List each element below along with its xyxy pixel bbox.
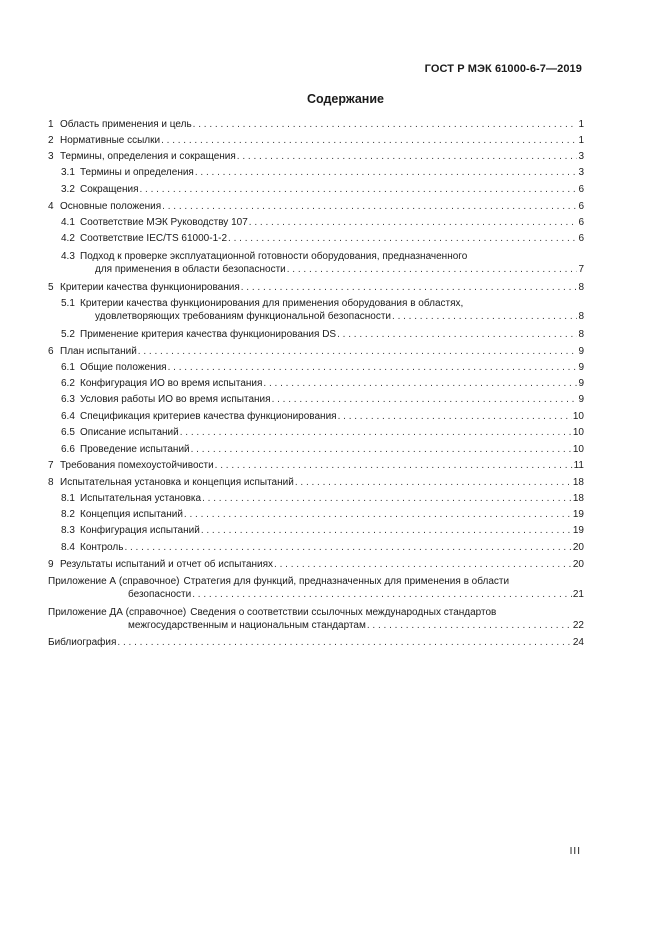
toc-leader-dots: [241, 281, 578, 294]
toc-page-number: 24: [572, 637, 584, 648]
toc-page-number: 1: [578, 119, 584, 130]
toc-entry-number: 4: [48, 201, 54, 212]
toc-page-number: 10: [572, 411, 584, 422]
toc-entry-title: Критерии качества функционирования: [60, 282, 240, 293]
toc-entry-number: 5.1: [61, 298, 75, 309]
toc-entry-title: Термины, определения и сокращения: [60, 151, 236, 162]
toc-entry[interactable]: [48, 476, 584, 489]
toc-entry[interactable]: [61, 492, 584, 505]
toc-entry[interactable]: [61, 297, 584, 323]
toc-entry-title: Результаты испытаний и отчет об испытаниях: [60, 559, 274, 570]
toc-leader-dots: [295, 476, 572, 489]
toc-entry[interactable]: [48, 575, 584, 601]
toc-leader-dots: [124, 541, 571, 554]
toc-entry-title: Проведение испытаний: [80, 444, 190, 455]
toc-page-number: 3: [578, 167, 584, 178]
toc-entry[interactable]: [61, 410, 584, 423]
toc-page-number: 7: [578, 264, 584, 275]
toc-entry[interactable]: [48, 118, 584, 131]
toc-entry[interactable]: [48, 150, 584, 163]
toc-entry-title: Конфигурация ИО во время испытания: [80, 378, 263, 389]
toc-page-number: 10: [572, 427, 584, 438]
toc-entry[interactable]: [48, 459, 584, 472]
toc-entry[interactable]: [61, 443, 584, 456]
toc-entry-number: 3: [48, 151, 54, 162]
toc-page-number: 10: [572, 444, 584, 455]
toc-entry-number: 8.2: [61, 509, 75, 520]
toc-entry-title: безопасности: [128, 589, 192, 600]
toc-leader-dots: [184, 508, 572, 521]
toc-entry[interactable]: [61, 232, 584, 245]
toc-page-number: 6: [578, 184, 584, 195]
toc-entry-title: Стратегия для функций, предназначенных для применения в области: [183, 576, 510, 587]
toc-entry-title: Спецификация критериев качества функционирования: [80, 411, 337, 422]
toc-leader-dots: [202, 492, 572, 505]
toc-leader-dots: [180, 426, 572, 439]
toc-entry-title: Испытательная установка: [80, 493, 202, 504]
toc-entry-number: 6.4: [61, 411, 75, 422]
toc-leader-dots: [139, 183, 577, 196]
toc-entry-title: Критерии качества функционирования для применения оборудования в областях,: [80, 298, 464, 309]
toc-page-number: 19: [572, 509, 584, 520]
toc-leader-dots: [161, 134, 577, 147]
toc-leader-dots: [287, 263, 578, 276]
toc-leader-dots: [274, 558, 572, 571]
toc-leader-dots: [138, 345, 578, 358]
toc-leader-dots: [338, 410, 572, 423]
toc-entry-number: 6.6: [61, 444, 75, 455]
toc-entry-title: Основные положения: [60, 201, 162, 212]
toc-entry-number: 6.3: [61, 394, 75, 405]
toc-page-number: 18: [572, 493, 584, 504]
toc-entry-number: 5.2: [61, 329, 75, 340]
toc-leader-dots: [192, 588, 572, 601]
toc-entry-title: План испытаний: [60, 346, 137, 357]
toc-leader-dots: [201, 524, 572, 537]
toc-entry-number: 6: [48, 346, 54, 357]
toc-page-number: 8: [578, 329, 584, 340]
toc-entry[interactable]: [48, 281, 584, 294]
toc-page-number: 9: [578, 362, 584, 373]
toc-leader-dots: [117, 636, 571, 649]
toc-entry-number: 9: [48, 559, 54, 570]
toc-entry-number: 8: [48, 477, 54, 488]
toc-entry-number: Приложение ДА (справочное): [48, 607, 187, 618]
toc-page-number: 19: [572, 525, 584, 536]
toc-entry[interactable]: [61, 250, 584, 276]
toc-leader-dots: [215, 459, 573, 472]
toc-entry-number: 7: [48, 460, 54, 471]
toc-entry-title: Условия работы ИО во время испытания: [80, 394, 271, 405]
toc-leader-dots: [337, 328, 577, 341]
toc-entry[interactable]: [61, 361, 584, 374]
toc-page-number: 21: [572, 589, 584, 600]
toc-leader-dots: [193, 118, 578, 131]
toc-entry-title: Библиография: [48, 637, 117, 648]
toc-entry-number: 6.1: [61, 362, 75, 373]
toc-entry-number: 2: [48, 135, 54, 146]
toc-leader-dots: [263, 377, 577, 390]
toc-leader-dots: [195, 166, 578, 179]
toc-entry-title: Нормативные ссылки: [60, 135, 161, 146]
toc-page-number: 22: [572, 620, 584, 631]
toc-entry-title: Подход к проверке эксплуатационной готовности оборудования, предназначенного: [80, 251, 468, 262]
toc-leader-dots: [392, 310, 577, 323]
toc-entry-title: Сокращения: [80, 184, 139, 195]
toc-entry-title: Соответствие МЭК Руководству 107: [80, 217, 248, 228]
toc-entry-number: 8.3: [61, 525, 75, 536]
toc-entry[interactable]: [61, 377, 584, 390]
toc-entry-title: удовлетворяющих требованиям функциональной безопасности: [95, 311, 392, 322]
toc-entry-title: Концепция испытаний: [80, 509, 183, 520]
toc-entry-number: Приложение А (справочное): [48, 576, 180, 587]
toc-entry-number: 3.1: [61, 167, 75, 178]
toc-entry[interactable]: [61, 541, 584, 554]
toc-page-number: 11: [573, 460, 584, 471]
toc-entry-number: 3.2: [61, 184, 75, 195]
toc-page-number: 6: [578, 217, 584, 228]
toc-entry-title: Требования помехоустойчивости: [60, 460, 214, 471]
toc-entry-title: Контроль: [80, 542, 124, 553]
toc-leader-dots: [168, 361, 578, 374]
toc-entry-title: для применения в области безопасности: [95, 264, 286, 275]
toc-entry-title: Область применения и цель: [60, 119, 192, 130]
toc-page-number: 6: [578, 233, 584, 244]
toc-entry[interactable]: [61, 426, 584, 439]
toc-entry-number: 4.2: [61, 233, 75, 244]
standard-designation: ГОСТ Р МЭК 61000-6-7—2019: [424, 63, 582, 75]
toc-page-number: 8: [578, 282, 584, 293]
toc-entry[interactable]: [48, 134, 584, 147]
toc-entry-number: 4.3: [61, 251, 75, 262]
toc-leader-dots: [367, 619, 572, 632]
toc-page-number: 9: [578, 346, 584, 357]
toc-entry-title: Общие положения: [80, 362, 167, 373]
toc-page-number: 20: [572, 542, 584, 553]
toc-entry-title: Испытательная установка и концепция испытаний: [60, 477, 294, 488]
toc-leader-dots: [249, 216, 578, 229]
toc-page-number: 3: [578, 151, 584, 162]
toc-page-number: 9: [578, 378, 584, 389]
toc-entry-title: Термины и определения: [80, 167, 194, 178]
toc-leader-dots: [162, 200, 577, 213]
toc-entry-title: Сведения о соответствии ссылочных международных стандартов: [190, 607, 497, 618]
toc-entry[interactable]: [48, 200, 584, 213]
toc-leader-dots: [228, 232, 577, 245]
toc-entry[interactable]: [61, 393, 584, 406]
toc-page-number: 8: [578, 311, 584, 322]
toc-entry[interactable]: [61, 183, 584, 196]
toc-entry[interactable]: [48, 345, 584, 358]
toc-entry-number: 1: [48, 119, 54, 130]
toc-entry-title: Описание испытаний: [80, 427, 179, 438]
toc-entry[interactable]: [61, 328, 584, 341]
toc-entry-number: 8.4: [61, 542, 75, 553]
toc-entry-title: межгосударственным и национальным стандартам: [128, 620, 366, 631]
toc-entry[interactable]: [61, 166, 584, 179]
toc-entry[interactable]: [48, 636, 584, 649]
toc-entry[interactable]: [61, 524, 584, 537]
toc-entry[interactable]: [48, 606, 584, 632]
toc-entry-number: 4.1: [61, 217, 75, 228]
toc-entry-number: 5: [48, 282, 54, 293]
toc-entry[interactable]: [61, 216, 584, 229]
toc-entry-title: Применение критерия качества функционирования DS: [80, 329, 337, 340]
toc-page-number: 6: [578, 201, 584, 212]
page-title: Содержание: [306, 92, 384, 106]
toc-leader-dots: [237, 150, 578, 163]
toc-page-number: 9: [578, 394, 584, 405]
toc-page-number: 1: [578, 135, 584, 146]
page-number: III: [569, 846, 581, 857]
toc-entry-number: 6.2: [61, 378, 75, 389]
toc-entry-title: Конфигурация испытаний: [80, 525, 200, 536]
toc-leader-dots: [272, 393, 578, 406]
toc-entry[interactable]: [48, 558, 584, 571]
toc-entry[interactable]: [61, 508, 584, 521]
toc-entry-title: Соответствие IEC/TS 61000-1-2: [80, 233, 228, 244]
toc-entry-number: 8.1: [61, 493, 75, 504]
toc-leader-dots: [191, 443, 572, 456]
toc-page-number: 20: [572, 559, 584, 570]
toc-page-number: 18: [572, 477, 584, 488]
toc-entry-number: 6.5: [61, 427, 75, 438]
